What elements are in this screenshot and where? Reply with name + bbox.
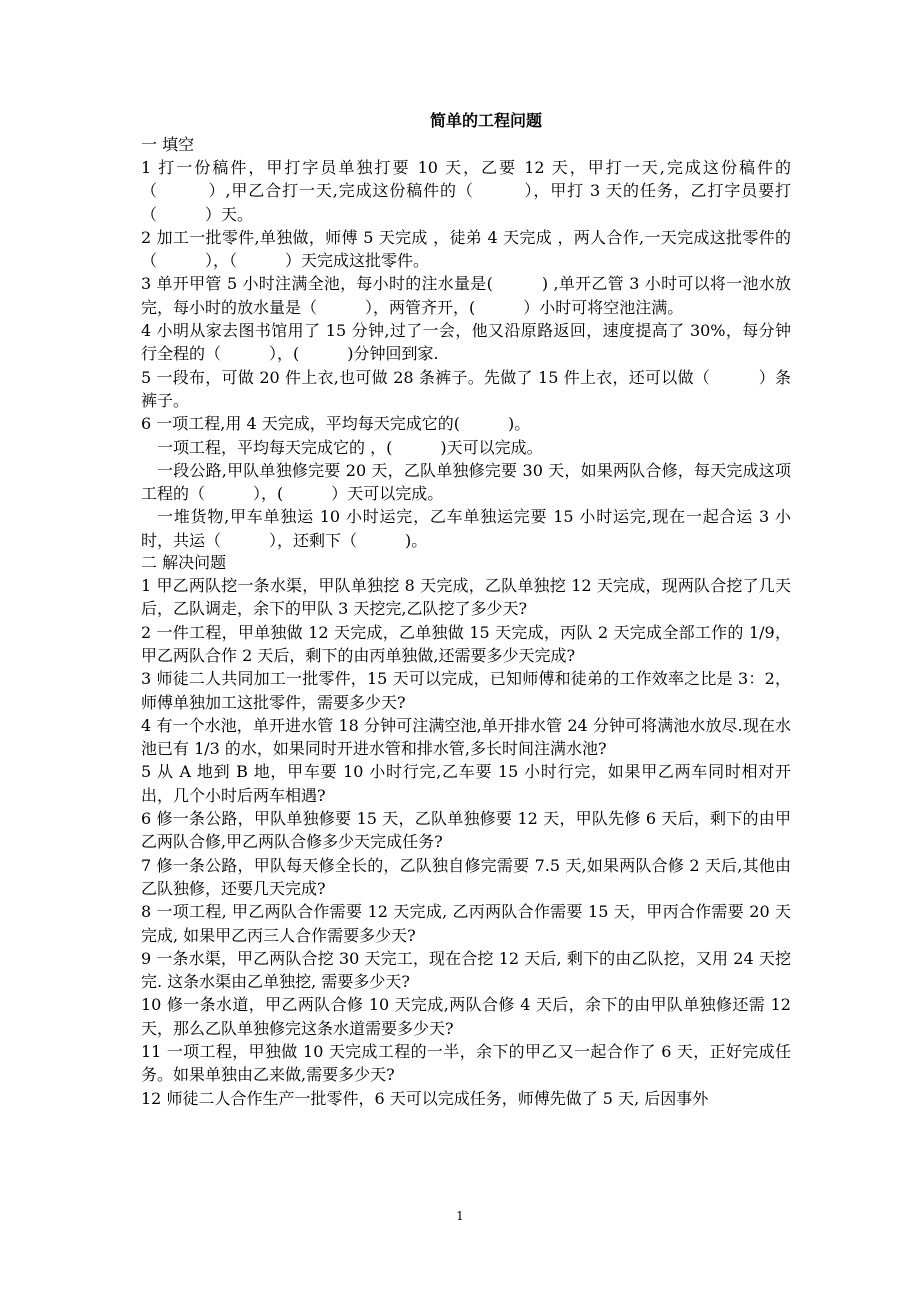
fill-blank-item-6-sub-3: 一堆货物,甲车单独运 10 小时运完，乙车单独运完要 15 小时运完,现在一起合运 3 小时，共运（ ），还剩下（ )。 [141,507,791,550]
fill-blank-item-6-sub-2: 一段公路,甲队单独修完要 20 天，乙队单独修完要 30 天，如果两队合修，每天完成这项工程的（ ），( ）天可以完成。 [141,460,791,504]
section-heading-word-problems: 二 解决问题 [141,553,227,573]
word-problem-7: 7 修一条公路，甲队每天修全长的，乙队独自修完需要 7.5 天,如果两队合修 2 天后,其他由乙队独修，还要几天完成? [141,855,791,898]
page-number: 1 [456,1209,464,1223]
word-problem-5: 5 从 A 地到 B 地，甲车要 10 小时行完,乙车要 15 小时行完，如果甲乙两车同时相对开出，几个小时后两车相遇? [141,762,791,805]
fill-blank-item-1: 1 打一份稿件，甲打字员单独打要 10 天，乙要 12 天，甲打一天,完成这份稿件的（ ）,甲乙合打一天,完成这份稿件的（ ），甲打 3 天的任务，乙打字员要打（ ）天。 [141,158,791,224]
document-page [141,110,791,1110]
word-problem-3: 3 师徒二人共同加工一批零件，15 天可以完成，已知师傅和徒弟的工作效率之比是 3：2，师傅单独加工这批零件，需要多少天? [141,669,791,712]
word-problem-12: 12 师徒二人合作生产一批零件，6 天可以完成任务，师傅先做了 5 天, 后因事外 [141,1088,709,1108]
word-problem-10: 10 修一条水道，甲乙两队合修 10 天完成,两队合修 4 天后，余下的由甲队单独修还需 12 天，那么乙队单独修完这条水道需要多少天? [141,995,791,1038]
fill-blank-item-3: 3 单开甲管 5 小时注满全池，每小时的注水量是( ) ,单开乙管 3 小时可以将一池水放完，每小时的放水量是（ ），两管齐开，( ）小时可将空池注满。 [141,274,791,317]
word-problem-9: 9 一条水渠，甲乙两队合挖 30 天完工，现在合挖 12 天后, 剩下的由乙队挖，又用 24 天挖完. 这条水渠由乙单独挖, 需要多少天? [141,948,791,992]
fill-blank-item-6-sub-1: 一项工程，平均每天完成它的 ，( )天可以完成。 [157,437,543,457]
word-problem-8: 8 一项工程, 甲乙两队合作需要 12 天完成, 乙丙两队合作需要 15 天，甲丙合作需要 20 天完成, 如果甲乙丙三人合作需要多少天? [141,902,791,945]
fill-blank-item-6: 6 一项工程,用 4 天完成，平均每天完成它的( )。 [141,414,531,434]
word-problem-11: 11 一项工程，甲独做 10 天完成工程的一半，余下的甲乙又一起合作了 6 天，正好完成任务。如果单独由乙来做,需要多少天? [141,1041,791,1085]
word-problem-1: 1 甲乙两队挖一条水渠，甲队单独挖 8 天完成，乙队单独挖 12 天完成，现两队合挖了几天后，乙队调走，余下的甲队 3 天挖完,乙队挖了多少天? [141,576,791,619]
word-problem-2: 2 一件工程，甲单独做 12 天完成，乙单独做 15 天完成，丙队 2 天完成全部工作的 1/9，甲乙两队合作 2 天后，剩下的由丙单独做,还需要多少天完成? [141,622,791,665]
fill-blank-item-5: 5 一段布，可做 20 件上衣,也可做 28 条裤子。先做了 15 件上衣，还可以做（ ）条裤子。 [141,367,791,410]
word-problem-4: 4 有一个水池，单开进水管 18 分钟可注满空池,单开排水管 24 分钟可将满池水放尽.现在水池已有 1/3 的水，如果同时开进水管和排水管,多长时间注满水池? [141,715,791,759]
section-heading-fill-blank: 一 填空 [141,135,195,154]
document-title: 简单的工程问题 [429,111,542,130]
fill-blank-item-2: 2 加工一批零件,单独做，师傅 5 天完成 ，徒弟 4 天完成 ，两人合作,一天完成这批零件的（ ），（ ）天完成这批零件。 [141,227,791,271]
word-problem-6: 6 修一条公路，甲队单独修要 15 天，乙队单独修要 12 天，甲队先修 6 天后，剩下的由甲乙两队合修,甲乙两队合修多少天完成任务? [141,809,791,852]
fill-blank-item-4: 4 小明从家去图书馆用了 15 分钟,过了一会，他又沿原路返回，速度提高了 30%，每分钟行全程的（ ），( )分钟回到家. [141,321,791,364]
